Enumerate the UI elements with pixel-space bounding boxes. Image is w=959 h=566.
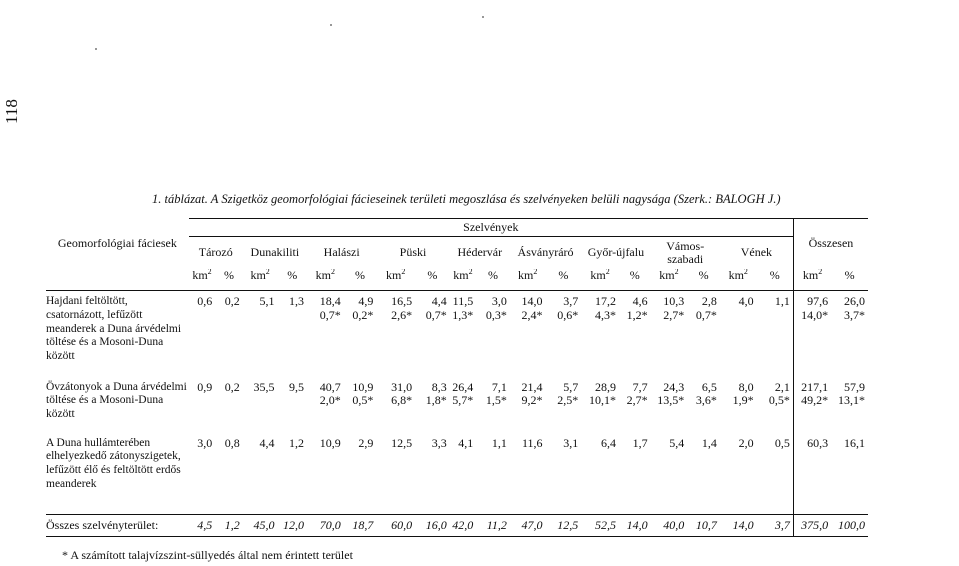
cell-subvalue: 0,3* xyxy=(485,307,507,322)
table-cell xyxy=(831,433,868,515)
table-cell xyxy=(720,291,757,377)
unit-km xyxy=(720,269,757,291)
cell-value: 0,9 xyxy=(197,379,213,394)
totals-label: Összes szelvényterület: xyxy=(46,515,189,537)
cell-value: 60,3 xyxy=(807,435,829,450)
cell-value: 0,2 xyxy=(224,379,240,394)
unit-percent: % xyxy=(619,269,651,291)
unit-exponent: 2 xyxy=(533,268,538,276)
unit-km-text: km xyxy=(250,268,266,282)
unit-exponent: 2 xyxy=(468,268,473,276)
col-header: Vének xyxy=(740,245,773,260)
table-cell xyxy=(243,433,278,515)
table-cell xyxy=(307,433,344,515)
cell-value: 6,4 xyxy=(600,435,616,450)
cell-value: 217,1 xyxy=(801,379,829,394)
unit-km xyxy=(581,269,619,291)
units-spacer xyxy=(46,269,189,291)
cell-value: 14,0 xyxy=(521,294,543,308)
cell-value: 3,3 xyxy=(431,435,447,450)
cell-value: 35,5 xyxy=(253,379,275,394)
table-row xyxy=(46,291,868,377)
unit-percent: % xyxy=(476,269,510,291)
unit-km xyxy=(243,269,278,291)
table-cell xyxy=(189,291,216,377)
table-cell xyxy=(450,433,477,515)
table-caption: 1. táblázat. A Szigetköz geomorfológiai fácieseinek területi megoszlása és szelvényeken belüli nagysága (Szerk.: BALOGH J.) xyxy=(152,192,781,206)
col-header-total: Összesen xyxy=(793,219,868,269)
unit-exponent: 2 xyxy=(818,268,823,276)
table-cell xyxy=(376,291,415,377)
cell-subvalue: 1,3* xyxy=(452,307,474,322)
unit-exponent: 2 xyxy=(743,268,748,276)
cell-value: 2,9 xyxy=(358,435,374,450)
col-header: Püski xyxy=(399,245,427,260)
col-header: Hédervár xyxy=(457,245,503,260)
unit-km xyxy=(307,269,344,291)
cell-value: 0,5 xyxy=(774,435,790,450)
cell-subvalue: 3,7* xyxy=(844,307,865,322)
table-cell xyxy=(510,291,546,377)
total-cell: 60,0 xyxy=(376,515,415,537)
cell-subvalue: 0,7* xyxy=(319,307,341,322)
unit-km xyxy=(450,269,477,291)
cell-value: 3,0 xyxy=(197,435,213,450)
unit-km xyxy=(189,269,216,291)
table-cell xyxy=(619,433,651,515)
cell-subvalue: 13,5* xyxy=(657,393,685,408)
cell-value: 26,0 xyxy=(844,294,865,308)
cell-subvalue: 49,2* xyxy=(801,393,829,408)
total-cell: 375,0 xyxy=(793,515,831,537)
table-cell xyxy=(415,377,450,433)
table-cell xyxy=(189,377,216,433)
table-cell xyxy=(546,377,582,433)
cell-subvalue: 6,8* xyxy=(391,393,413,408)
cell-subvalue: 14,0* xyxy=(801,307,829,322)
table-cell xyxy=(415,291,450,377)
cell-value: 4,4 xyxy=(431,294,447,308)
cell-value: 4,4 xyxy=(259,435,275,450)
cell-subvalue: 0,5* xyxy=(768,393,790,408)
cell-subvalue: 0,2* xyxy=(352,307,374,322)
total-cell: 70,0 xyxy=(307,515,344,537)
cell-value: 11,5 xyxy=(452,294,474,308)
cell-value: 57,9 xyxy=(844,379,865,394)
table-cell xyxy=(344,433,377,515)
cell-value: 5,7 xyxy=(563,379,579,394)
total-cell: 4,5 xyxy=(189,515,216,537)
cell-value: 7,1 xyxy=(491,379,507,394)
cell-value: 3,7 xyxy=(563,294,579,308)
table-cell xyxy=(581,433,619,515)
table-cell xyxy=(793,433,831,515)
cell-subvalue: 2,5* xyxy=(557,393,579,408)
cell-subvalue: 1,5* xyxy=(485,393,507,408)
table-cell xyxy=(277,433,307,515)
unit-km-text: km xyxy=(453,268,469,282)
cell-value: 21,4 xyxy=(521,379,543,394)
total-cell: 14,0 xyxy=(720,515,757,537)
table-cell xyxy=(831,377,868,433)
table-cell xyxy=(189,433,216,515)
cell-value: 24,3 xyxy=(663,379,685,394)
cell-subvalue: 5,7* xyxy=(452,393,474,408)
table-cell xyxy=(651,433,688,515)
cell-subvalue: 9,2* xyxy=(521,393,543,408)
unit-percent: % xyxy=(215,269,243,291)
unit-percent: % xyxy=(757,269,794,291)
cell-subvalue: 2,0* xyxy=(319,393,341,408)
unit-km-text: km xyxy=(728,268,744,282)
cell-subvalue: 13,1* xyxy=(838,393,865,408)
total-cell: 14,0 xyxy=(619,515,651,537)
col-header: Tározó xyxy=(198,245,233,260)
table-cell xyxy=(215,291,243,377)
cell-value: 26,4 xyxy=(452,379,474,394)
cell-value: 3,1 xyxy=(563,435,579,450)
cell-subvalue: 1,9* xyxy=(732,393,754,408)
cell-value: 8,0 xyxy=(738,379,754,394)
cell-value: 0,6 xyxy=(197,294,213,308)
page-number: 118 xyxy=(2,99,21,124)
scan-speck xyxy=(95,48,97,50)
cell-value: 10,9 xyxy=(352,379,374,394)
table-cell xyxy=(720,377,757,433)
unit-km xyxy=(376,269,415,291)
table-cell xyxy=(476,377,510,433)
table-cell xyxy=(510,433,546,515)
cell-subvalue: 2,7* xyxy=(626,393,648,408)
col-header: Halászi xyxy=(323,245,360,260)
unit-percent: % xyxy=(831,269,868,291)
unit-km-text: km xyxy=(590,268,606,282)
cell-value: 4,9 xyxy=(358,294,374,308)
unit-km-text: km xyxy=(192,268,208,282)
group-header: Szelvények xyxy=(189,219,794,237)
cell-value: 1,1 xyxy=(774,294,790,308)
col-header: Győr-újfalu xyxy=(587,245,645,260)
cell-subvalue: 2,6* xyxy=(391,307,413,322)
total-cell: 1,2 xyxy=(215,515,243,537)
cell-subvalue: 2,4* xyxy=(521,307,543,322)
cell-value: 2,8 xyxy=(701,294,717,308)
table-cell xyxy=(307,377,344,433)
cell-subvalue: 0,7* xyxy=(695,307,717,322)
total-cell: 45,0 xyxy=(243,515,278,537)
cell-value: 1,7 xyxy=(632,435,648,450)
cell-value: 1,2 xyxy=(289,435,304,450)
cell-value: 17,2 xyxy=(594,294,616,308)
cell-value: 2,1 xyxy=(774,379,790,394)
table-cell xyxy=(793,377,831,433)
total-cell: 42,0 xyxy=(450,515,477,537)
cell-value: 18,4 xyxy=(319,294,341,308)
cell-value: 1,4 xyxy=(701,435,717,450)
cell-subvalue: 0,7* xyxy=(425,307,447,322)
table-cell xyxy=(307,291,344,377)
total-cell: 12,5 xyxy=(546,515,582,537)
table-cell xyxy=(476,433,510,515)
table-cell xyxy=(687,377,720,433)
table-cell xyxy=(546,291,582,377)
unit-exponent: 2 xyxy=(207,268,212,276)
table-row xyxy=(46,377,868,433)
table-cell xyxy=(376,377,415,433)
cell-value: 28,9 xyxy=(594,379,616,394)
unit-km-text: km xyxy=(518,268,534,282)
table-cell xyxy=(476,291,510,377)
cell-value: 5,1 xyxy=(259,294,275,308)
table-cell xyxy=(510,377,546,433)
cell-subvalue: 3,6* xyxy=(695,393,717,408)
total-cell: 10,7 xyxy=(687,515,720,537)
total-cell: 40,0 xyxy=(651,515,688,537)
unit-km xyxy=(651,269,688,291)
facies-table xyxy=(46,218,868,537)
total-cell: 47,0 xyxy=(510,515,546,537)
unit-percent: % xyxy=(277,269,307,291)
unit-exponent: 2 xyxy=(401,268,406,276)
cell-value: 1,1 xyxy=(491,435,507,450)
table-cell xyxy=(277,291,307,377)
table-cell xyxy=(581,377,619,433)
cell-value: 0,8 xyxy=(224,435,240,450)
col-header: Vámos-szabadi xyxy=(666,239,705,266)
table-cell xyxy=(415,433,450,515)
row-header: Geomorfológiai fáciesek xyxy=(57,235,177,250)
cell-value: 11,6 xyxy=(521,435,543,450)
unit-km-text: km xyxy=(659,268,675,282)
cell-value: 10,3 xyxy=(663,294,685,308)
total-cell: 100,0 xyxy=(831,515,868,537)
table-cell xyxy=(581,291,619,377)
table-cell xyxy=(376,433,415,515)
table-cell xyxy=(687,291,720,377)
table-cell xyxy=(450,377,477,433)
cell-subvalue: 1,8* xyxy=(425,393,447,408)
cell-value: 5,4 xyxy=(669,435,685,450)
unit-percent: % xyxy=(344,269,377,291)
cell-value: 3,0 xyxy=(491,294,507,308)
table-cell xyxy=(651,377,688,433)
unit-exponent: 2 xyxy=(331,268,336,276)
unit-km-text: km xyxy=(386,268,402,282)
table-row xyxy=(46,433,868,515)
row-label: Hajdani feltöltött, csatornázott, lefűzött meanderek a Duna árvédelmi töltése és a Mosoni-Duna között xyxy=(46,295,182,363)
table-cell xyxy=(793,291,831,377)
table-cell xyxy=(757,433,794,515)
table-cell xyxy=(546,433,582,515)
scan-speck xyxy=(330,24,332,26)
total-cell: 52,5 xyxy=(581,515,619,537)
cell-value: 9,5 xyxy=(289,379,304,394)
unit-percent: % xyxy=(687,269,720,291)
unit-km-text: km xyxy=(802,268,819,282)
table-cell xyxy=(215,377,243,433)
cell-subvalue: 4,3* xyxy=(594,307,616,322)
table-cell xyxy=(757,291,794,377)
table-cell xyxy=(344,377,377,433)
footnote: * A számított talajvízszint-süllyedés által nem érintett terület xyxy=(62,548,353,562)
cell-subvalue: 1,2* xyxy=(626,307,648,322)
cell-value: 16,1 xyxy=(844,435,865,450)
unit-km xyxy=(793,269,831,291)
cell-value: 6,5 xyxy=(701,379,717,394)
cell-value: 0,2 xyxy=(224,294,240,308)
table-cell xyxy=(243,377,278,433)
unit-exponent: 2 xyxy=(265,268,270,276)
cell-value: 4,6 xyxy=(632,294,648,308)
table-cell xyxy=(687,433,720,515)
cell-value: 10,9 xyxy=(319,435,341,450)
cell-value: 7,7 xyxy=(632,379,648,394)
col-header: Dunakiliti xyxy=(250,245,300,260)
col-header: Ásványráró xyxy=(517,245,574,260)
total-cell: 11,2 xyxy=(476,515,510,537)
totals-row xyxy=(46,515,868,537)
cell-value: 97,6 xyxy=(807,294,829,308)
table-cell xyxy=(344,291,377,377)
cell-value: 4,1 xyxy=(458,435,474,450)
unit-km-text: km xyxy=(315,268,332,282)
table-cell xyxy=(619,377,651,433)
table-cell xyxy=(831,291,868,377)
unit-exponent: 2 xyxy=(605,268,610,276)
scan-speck xyxy=(482,16,484,18)
cell-value: 12,5 xyxy=(391,435,413,450)
table-cell xyxy=(619,291,651,377)
cell-value: 1,3 xyxy=(289,294,304,308)
total-cell: 18,7 xyxy=(344,515,377,537)
cell-value: 2,0 xyxy=(738,435,754,450)
table-cell xyxy=(450,291,477,377)
cell-value: 31,0 xyxy=(391,379,413,394)
cell-subvalue: 0,6* xyxy=(557,307,579,322)
cell-value: 16,5 xyxy=(391,294,413,308)
unit-percent: % xyxy=(546,269,582,291)
table-cell xyxy=(651,291,688,377)
table-cell xyxy=(243,291,278,377)
unit-percent: % xyxy=(415,269,450,291)
table-cell xyxy=(277,377,307,433)
total-cell: 12,0 xyxy=(277,515,307,537)
unit-km xyxy=(510,269,546,291)
total-cell: 3,7 xyxy=(757,515,794,537)
table-cell xyxy=(720,433,757,515)
cell-subvalue: 2,7* xyxy=(663,307,685,322)
cell-value: 4,0 xyxy=(738,294,754,308)
total-cell: 16,0 xyxy=(415,515,450,537)
cell-value: 8,3 xyxy=(431,379,447,394)
cell-subvalue: 0,5* xyxy=(352,393,374,408)
cell-value: 40,7 xyxy=(319,379,341,394)
cell-subvalue: 10,1* xyxy=(588,393,616,408)
row-label: Övzátonyok a Duna árvédelmi töltése és a Mosoni-Duna között xyxy=(46,380,187,421)
table-cell xyxy=(215,433,243,515)
unit-exponent: 2 xyxy=(674,268,679,276)
table-cell xyxy=(757,377,794,433)
row-label: A Duna hullámterében elhelyezkedő zátonyszigetek, lefűzött élő és feltöltött erdős meanderek xyxy=(46,436,181,490)
